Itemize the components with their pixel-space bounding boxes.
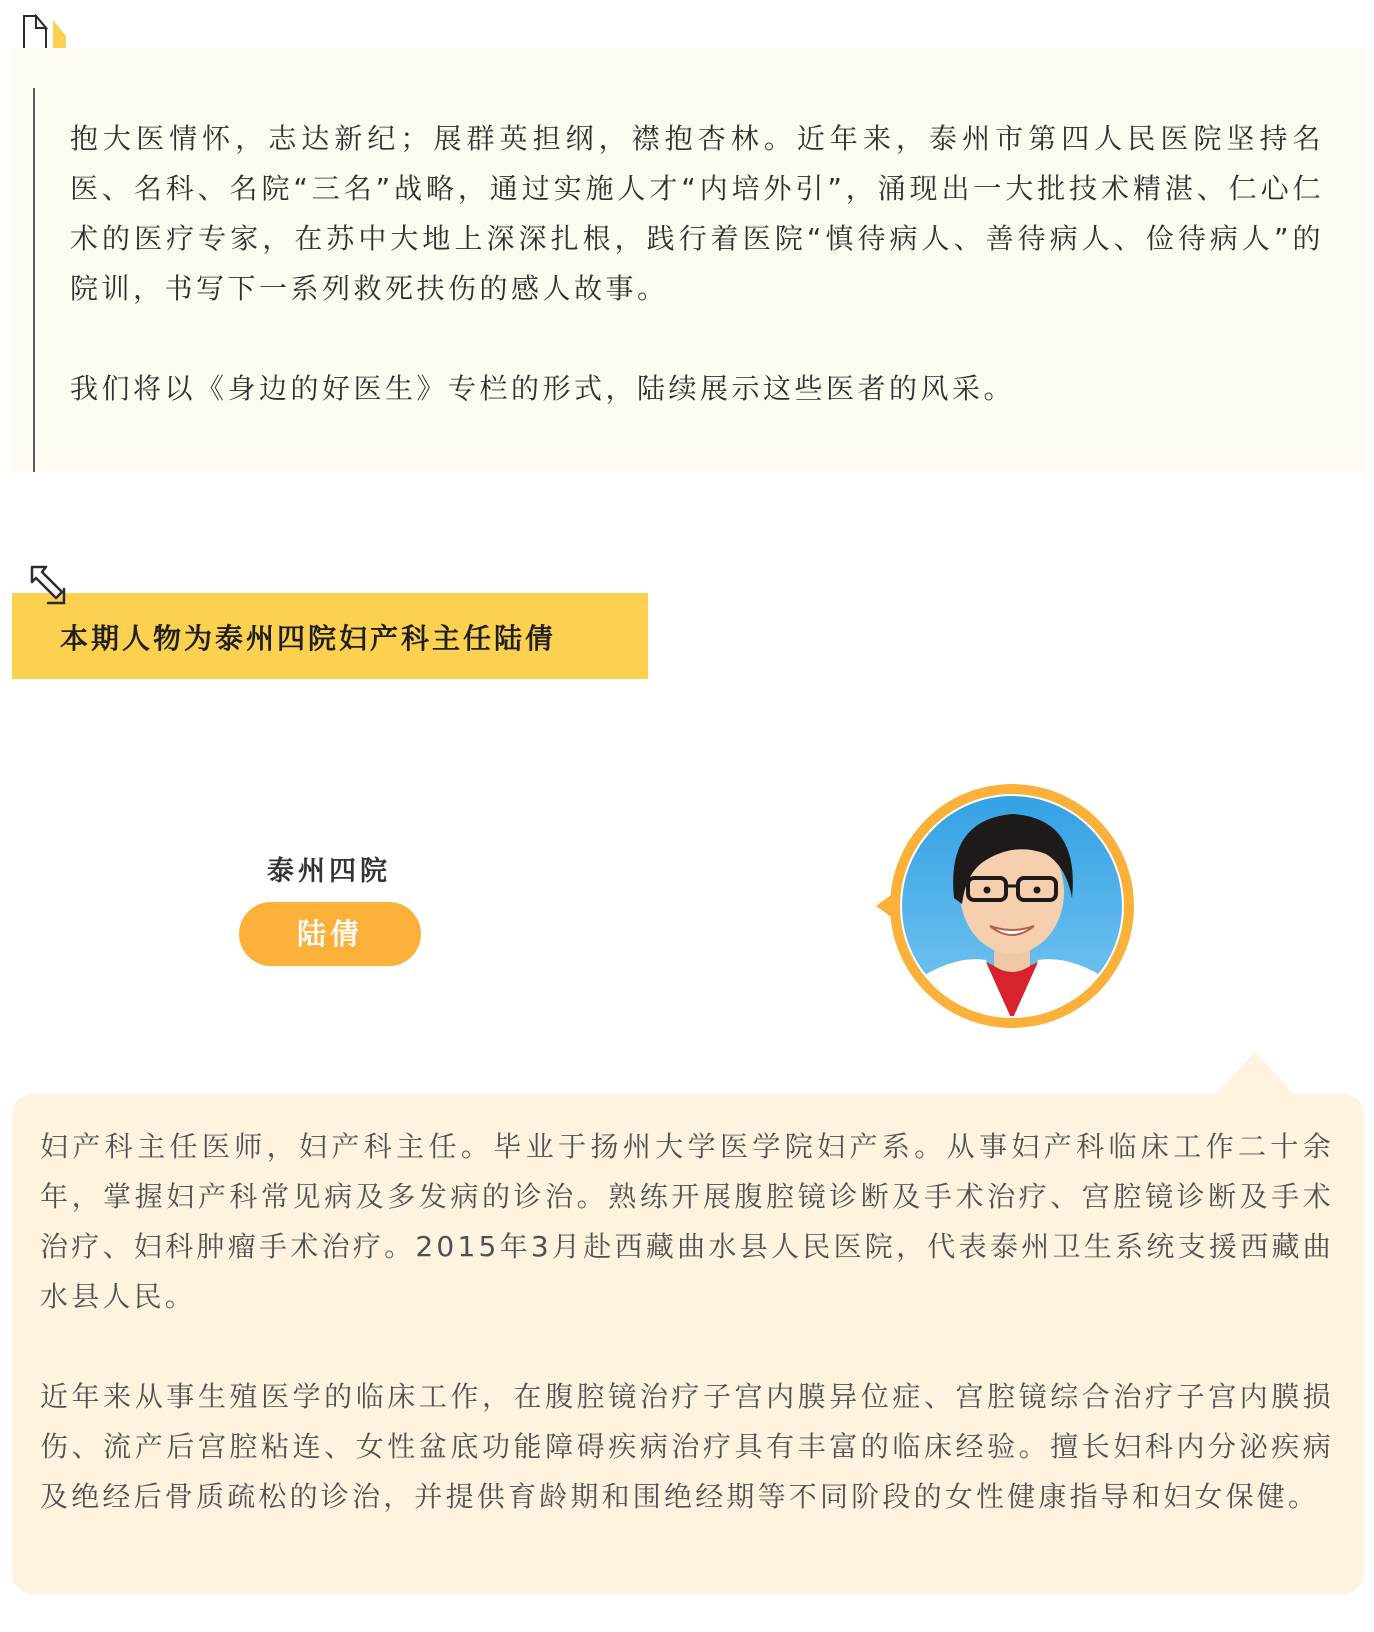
doctor-portrait xyxy=(876,780,1136,1032)
bio-paragraph: 近年来从事生殖医学的临床工作，在腹腔镜治疗子宫内膜异位症、宫腔镜综合治疗子宫内膜损伤、流产后宫腔粘连、女性盆底功能障碍疾病治疗具有丰富的临床经验。擅长妇科内分泌疾病及绝经后骨质疏松的诊治，并提供育龄期和围绝经期等不同阶段的女性健康指导和妇女保健。 xyxy=(40,1380,1334,1513)
intro-quote-rule xyxy=(33,88,35,472)
bio-text xyxy=(40,1122,1334,1522)
intro-text xyxy=(70,114,1324,414)
hospital-name: 泰州四院 xyxy=(267,856,391,887)
section-title: 本期人物为泰州四院妇产科主任陆倩 xyxy=(60,622,557,655)
bio-notch xyxy=(1214,1052,1296,1096)
intro-paragraph: 我们将以《身边的好医生》专栏的形式，陆续展示这些医者的风采。 xyxy=(70,372,1016,405)
pointer-cursor-icon xyxy=(26,563,70,609)
doctor-name-badge: 陆倩 xyxy=(239,902,421,966)
bio-paragraph: 妇产科主任医师，妇产科主任。毕业于扬州大学医学院妇产系。从事妇产科临床工作二十余年，掌握妇产科常见病及多发病的诊治。熟练开展腹腔镜诊断及手术治疗、宫腔镜诊断及手术治疗、妇科肿瘤手术治疗。2015年3月赴西藏曲水县人民医院，代表泰州卫生系统支援西藏曲水县人民。 xyxy=(40,1130,1334,1313)
intro-paragraph: 抱大医情怀，志达新纪；展群英担纲，襟抱杏林。近年来，泰州市第四人民医院坚持名医、名科、名院“三名”战略，通过实施人才“内培外引”，涌现出一大批技术精湛、仁心仁术的医疗专家，在苏中大地上深深扎根，践行着医院“慎待病人、善待病人、俭待病人”的院训，书写下一系列救死扶伤的感人故事。 xyxy=(70,122,1324,305)
